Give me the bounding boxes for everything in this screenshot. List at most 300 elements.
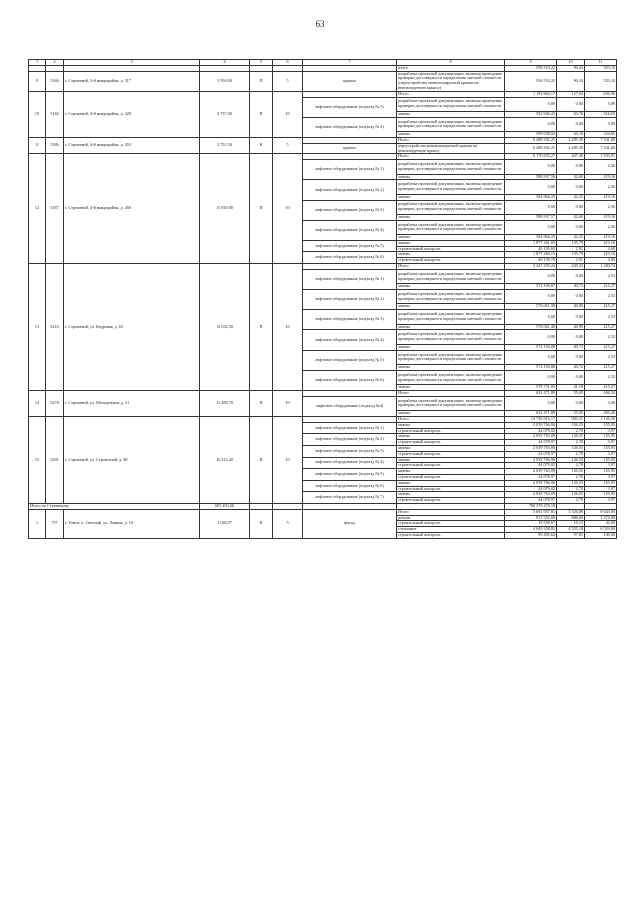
work-description: Итого bbox=[397, 91, 505, 97]
cost-value: 0,00 bbox=[505, 220, 557, 234]
max-cost: 215,27 bbox=[585, 324, 617, 330]
row-number: 9 bbox=[29, 71, 46, 91]
max-cost: 3,97 bbox=[585, 440, 617, 446]
house-id: 5187 bbox=[46, 154, 64, 264]
table-row bbox=[29, 71, 617, 91]
max-cost: 219,16 bbox=[585, 235, 617, 241]
work-description: разработка проектной документации, включая проведение проверки достоверности определения сметной стоимости bbox=[397, 160, 505, 174]
max-cost: 3,97 bbox=[585, 428, 617, 434]
work-description: строительный контроль bbox=[397, 498, 505, 504]
cost-per-sqm: 0,00 bbox=[557, 160, 585, 174]
cost-value: 0,00 bbox=[505, 200, 557, 214]
cost-per-sqm: 0,00 bbox=[557, 220, 585, 234]
max-cost: 2,53 bbox=[585, 290, 617, 304]
work-type: лифтовое оборудование (подъезд № 3) bbox=[303, 445, 397, 457]
work-type: лифтовое оборудование (подъезд № 6) bbox=[303, 480, 397, 492]
work-type: лифтовое оборудование (подъезд № 7) bbox=[303, 492, 397, 504]
column-number: 3 bbox=[64, 60, 200, 66]
cost-per-sqm: 0,00 bbox=[557, 200, 585, 214]
floor-count: 10 bbox=[273, 91, 303, 137]
cost-value: 588 937,56 bbox=[505, 174, 557, 180]
cost-per-sqm: 126,55 bbox=[557, 445, 585, 451]
work-description: разработка проектной документации, включая проведение проверки достоверности определения сметной стоимости bbox=[397, 370, 505, 384]
work-description: Итого bbox=[397, 154, 505, 160]
house-area: 15 810,00 bbox=[200, 154, 250, 264]
cost-value: 1 877 266,15 bbox=[505, 252, 557, 258]
max-cost: 324,65 bbox=[585, 132, 617, 138]
work-description: замена bbox=[397, 235, 505, 241]
cost-value: 0,00 bbox=[505, 117, 557, 131]
max-cost: 2,56 bbox=[585, 200, 617, 214]
cost-value: 4 649 358,82 bbox=[505, 527, 557, 533]
work-description: разработка проектной документации, включая проведение проверки достоверности определения сметной стоимости bbox=[397, 180, 505, 194]
work-description: строительный контроль bbox=[397, 474, 505, 480]
work-description: разработка проектной документации, включая проведение проверки достоверности определения сметной стоимости bbox=[397, 220, 505, 234]
cost-per-sqm: 42,25 bbox=[557, 194, 585, 200]
work-description: Итого bbox=[397, 509, 505, 515]
max-cost: 3,08 bbox=[585, 396, 617, 410]
work-description: замена bbox=[397, 445, 505, 451]
cost-value: 632 471,89 bbox=[505, 411, 557, 417]
wall-material: П bbox=[250, 264, 273, 391]
work-description: замена bbox=[397, 174, 505, 180]
cost-per-sqm: 2,70 bbox=[557, 474, 585, 480]
max-cost: 636,96 bbox=[585, 91, 617, 97]
cost-value: 2 039 766,96 bbox=[505, 422, 557, 428]
work-description: разработка проектной документации, включая проведение проверки достоверности определения сметной стоимости bbox=[397, 290, 505, 304]
work-description: замена bbox=[397, 240, 505, 246]
work-type: лифтовое оборудование (подъезд № 4) bbox=[303, 457, 397, 469]
max-cost: 4,69 bbox=[585, 246, 617, 252]
max-cost: 7 541,00 bbox=[585, 143, 617, 154]
cost-value: 584 964,25 bbox=[505, 194, 557, 200]
max-cost: 553,10 bbox=[585, 71, 617, 91]
row-number: 13 bbox=[29, 264, 46, 391]
cost-value: 576 061,38 bbox=[505, 304, 557, 310]
max-cost: 215,27 bbox=[585, 385, 617, 391]
row-label: итого bbox=[397, 65, 505, 71]
house-id: 5291 bbox=[46, 416, 64, 503]
max-cost: 266,34 bbox=[585, 391, 617, 397]
capital-repair-table bbox=[28, 59, 617, 539]
total-cost: 780 379 470,18 bbox=[505, 503, 557, 509]
cost-per-sqm: 0,00 bbox=[557, 350, 585, 364]
row-number: 1 bbox=[29, 509, 46, 538]
max-cost: 2,56 bbox=[585, 180, 617, 194]
work-type: лифтовое оборудование (подъезд № 3) bbox=[303, 200, 397, 220]
work-description: строительный контроль bbox=[397, 463, 505, 469]
house-address: г. Томск, п. Светлый, ул. Ленина, д. 16 bbox=[64, 509, 200, 538]
max-cost: 4,69 bbox=[585, 258, 617, 264]
work-type: крыши bbox=[303, 143, 397, 154]
cost-value: 599 038,02 bbox=[505, 132, 557, 138]
cost-value: 0,00 bbox=[505, 97, 557, 111]
max-cost: 155,95 bbox=[585, 469, 617, 475]
column-number: 9 bbox=[505, 60, 557, 66]
cost-per-sqm: 2,91 bbox=[557, 246, 585, 252]
max-cost: 219,16 bbox=[585, 240, 617, 246]
cost-value: 576 061,40 bbox=[505, 324, 557, 330]
cost-per-sqm: 42,60 bbox=[557, 174, 585, 180]
cost-per-sqm: 64,18 bbox=[557, 132, 585, 138]
work-description: разработка проектной документации, включая проведение проверки достоверности определения сметной стоимости bbox=[397, 200, 505, 214]
work-type: лифтовое оборудование (подъезд № 1) bbox=[303, 422, 397, 434]
house-address: г. Стрежевой, 4-й микрорайон, д. 456 bbox=[64, 154, 200, 264]
work-type: лифтовое оборудование (подъезд № 4) bbox=[303, 330, 397, 350]
work-description: замена bbox=[397, 111, 505, 117]
column-number: 4 bbox=[200, 60, 250, 66]
cost-value: 588 937,57 bbox=[505, 214, 557, 220]
cost-value: 1 877 261,85 bbox=[505, 240, 557, 246]
row-number: 10 bbox=[29, 91, 46, 137]
work-description: замена bbox=[397, 194, 505, 200]
floor-count: 5 bbox=[273, 137, 303, 153]
cost-per-sqm: 19,15 bbox=[557, 521, 585, 527]
floor-count: 10 bbox=[273, 416, 303, 503]
work-description: замена bbox=[397, 214, 505, 220]
cost-per-sqm: 2,70 bbox=[557, 428, 585, 434]
work-type: лифтовое оборудование (подъезд № 5) bbox=[303, 469, 397, 481]
work-description: замена bbox=[397, 385, 505, 391]
work-description: разработка проектной документации, включая проведение проверки достоверности определения сметной стоимости bbox=[397, 117, 505, 131]
row-number: 14 bbox=[29, 391, 46, 417]
max-cost: 5,89 bbox=[585, 97, 617, 111]
cost-value: 40 130,70 bbox=[505, 258, 557, 264]
cost-per-sqm: 2,70 bbox=[557, 440, 585, 446]
cost-value: 19 550,67 bbox=[505, 521, 557, 527]
max-cost: 1 372,00 bbox=[585, 515, 617, 521]
work-type: фасад bbox=[303, 509, 397, 538]
cost-value: 40 130,60 bbox=[505, 246, 557, 252]
cost-per-sqm: 0,00 bbox=[557, 117, 585, 131]
max-cost: 6 529,00 bbox=[585, 527, 617, 533]
cost-value: 632 471,89 bbox=[505, 391, 557, 397]
work-type: лифтовое оборудование (подъезд № 2) bbox=[303, 180, 397, 200]
house-address: г. Стрежевой, 4-й микрорайон, д. 453 bbox=[64, 137, 200, 153]
work-description: переустройство невентилируемой крыши на вентилируемую крышу bbox=[397, 143, 505, 154]
work-type: лифтовое оборудование (подъезд № 5) bbox=[303, 240, 397, 252]
work-type: лифтовое оборудование (подъезд № 5) bbox=[303, 350, 397, 370]
floor-count: 5 bbox=[273, 509, 303, 538]
work-description: ремонт bbox=[397, 515, 505, 521]
max-cost: 553,10 bbox=[585, 65, 617, 71]
max-cost: 2,56 bbox=[585, 160, 617, 174]
house-area: 14 032,50 bbox=[200, 264, 250, 391]
floor-count: 10 bbox=[273, 154, 303, 264]
wall-material: П bbox=[250, 71, 273, 91]
max-cost: 2,56 bbox=[585, 220, 617, 234]
total-label: Итого по Стрежевому bbox=[29, 503, 200, 509]
cost-per-sqm: 0,00 bbox=[557, 310, 585, 324]
work-description: строительный контроль bbox=[397, 486, 505, 492]
work-description: замена bbox=[397, 344, 505, 350]
cost-per-sqm: 55,05 bbox=[557, 391, 585, 397]
total-area: 605 403,66 bbox=[200, 503, 250, 509]
max-cost: 2,53 bbox=[585, 370, 617, 384]
column-number: 6 bbox=[273, 60, 303, 66]
cost-per-sqm: 903,31 bbox=[557, 416, 585, 422]
cost-per-sqm: 55,05 bbox=[557, 411, 585, 417]
max-cost: 215,27 bbox=[585, 365, 617, 371]
cost-per-sqm: 2,70 bbox=[557, 486, 585, 492]
work-description: замена bbox=[397, 492, 505, 498]
cost-per-sqm: 5 526,89 bbox=[557, 509, 585, 515]
column-number: 11 bbox=[585, 60, 617, 66]
cost-per-sqm: 0,00 bbox=[557, 180, 585, 194]
house-area: 11 489,70 bbox=[200, 391, 250, 417]
house-area: 1 028,07 bbox=[200, 509, 250, 538]
max-cost: 219,16 bbox=[585, 252, 617, 258]
max-cost: 215,27 bbox=[585, 284, 617, 290]
max-cost: 42,00 bbox=[585, 521, 617, 527]
cost-per-sqm: 135,79 bbox=[557, 240, 585, 246]
max-cost: 1 533,91 bbox=[585, 154, 617, 160]
column-number: 5 bbox=[250, 60, 273, 66]
work-description: утепление bbox=[397, 527, 505, 533]
column-number: 2 bbox=[46, 60, 64, 66]
max-cost: 7 541,00 bbox=[585, 137, 617, 143]
cost-per-sqm: 0,00 bbox=[557, 290, 585, 304]
work-description: разработка проектной документации, включая проведение проверки достоверности определения сметной стоимости bbox=[397, 310, 505, 324]
column-number: 8 bbox=[397, 60, 505, 66]
work-description: замена bbox=[397, 480, 505, 486]
house-id: 757 bbox=[46, 509, 64, 538]
cost-per-sqm: 126,55 bbox=[557, 422, 585, 428]
wall-material: К bbox=[250, 509, 273, 538]
cost-value: 0,00 bbox=[505, 310, 557, 324]
work-description: разработка проектной документации, включая проведение проверки достоверности определения сметной стоимости bbox=[397, 396, 505, 410]
work-type: лифтовое оборудование (подъезд № 2) bbox=[303, 290, 397, 310]
cost-value: 44 078,97 bbox=[505, 440, 557, 446]
cost-value: 44 078,97 bbox=[505, 474, 557, 480]
floor-count: 10 bbox=[273, 264, 303, 391]
cost-per-sqm: 42,25 bbox=[557, 235, 585, 241]
work-description: разработка проектной документации, включая проведение проверки достоверности определения сметной стоимости bbox=[397, 269, 505, 283]
house-address: г. Стрежевой, ул. Кедровая, д. 65 bbox=[64, 264, 200, 391]
cost-value: 913 552,68 bbox=[505, 515, 557, 521]
cost-value: 44 079,02 bbox=[505, 428, 557, 434]
column-number: 10 bbox=[557, 60, 585, 66]
work-description: замена bbox=[397, 434, 505, 440]
max-cost: 2,53 bbox=[585, 269, 617, 283]
work-description: строительный контроль bbox=[397, 532, 505, 538]
house-id: 5186 bbox=[46, 137, 64, 153]
work-description: строительный контроль bbox=[397, 246, 505, 252]
cost-per-sqm: 40,73 bbox=[557, 284, 585, 290]
max-cost: 155,95 bbox=[585, 457, 617, 463]
cost-value: 44 079,02 bbox=[505, 463, 557, 469]
work-type: лифтовое оборудование (подъезд № 2) bbox=[303, 434, 397, 446]
wall-material: П bbox=[250, 154, 273, 264]
max-cost: 155,95 bbox=[585, 445, 617, 451]
work-description: строительный контроль bbox=[397, 451, 505, 457]
work-description: замена bbox=[397, 284, 505, 290]
cost-value: 2 039 766,96 bbox=[505, 457, 557, 463]
max-cost: 3,97 bbox=[585, 474, 617, 480]
max-cost: 3,97 bbox=[585, 498, 617, 504]
cost-value: 44 078,97 bbox=[505, 451, 557, 457]
cost-value: 578 731,83 bbox=[505, 385, 557, 391]
work-description: разработка проектной документации, включая проведение проверки достоверности определения сметной стоимости bbox=[397, 330, 505, 344]
wall-material: П bbox=[250, 391, 273, 417]
max-cost: 1 300,74 bbox=[585, 264, 617, 270]
cost-value: 0,00 bbox=[505, 370, 557, 384]
work-description: строительный контроль bbox=[397, 428, 505, 434]
cost-value: 572 194,88 bbox=[505, 365, 557, 371]
house-id: 5270 bbox=[46, 391, 64, 417]
cost-per-sqm: 127,94 bbox=[557, 91, 585, 97]
cost-per-sqm: 126,55 bbox=[557, 434, 585, 440]
max-cost: 155,95 bbox=[585, 422, 617, 428]
cost-per-sqm: 2 285,30 bbox=[557, 137, 585, 143]
cost-value: 572 194,87 bbox=[505, 284, 557, 290]
cost-value: 2 039 763,09 bbox=[505, 492, 557, 498]
work-type: лифтовое оборудование (подъезд № 3) bbox=[303, 97, 397, 117]
cost-value: 6 288 392,25 bbox=[505, 143, 557, 154]
work-description: замена bbox=[397, 457, 505, 463]
house-id: 5182 bbox=[46, 91, 64, 137]
cost-per-sqm: 888,60 bbox=[557, 515, 585, 521]
work-type: лифтовое оборудование (подъезд № 6) bbox=[303, 370, 397, 390]
work-description: разработка проектной документации, включая проведение проверки достоверности определения сметной стоимости bbox=[397, 97, 505, 111]
cost-value: 6 288 392,25 bbox=[505, 137, 557, 143]
cost-value: 592 946,25 bbox=[505, 111, 557, 117]
work-type: лифтовое оборудование (подъезд № 1) bbox=[303, 269, 397, 289]
work-description: Итого bbox=[397, 264, 505, 270]
max-cost: 219,16 bbox=[585, 194, 617, 200]
cost-per-sqm: 245,33 bbox=[557, 264, 585, 270]
house-id: 5216 bbox=[46, 264, 64, 391]
house-address: г. Стрежевой, ул. Строителей, д. 80 bbox=[64, 416, 200, 503]
cost-per-sqm: 0,00 bbox=[557, 330, 585, 344]
max-cost: 155,95 bbox=[585, 480, 617, 486]
work-description: замена bbox=[397, 304, 505, 310]
cost-value: 1 192 964,17 bbox=[505, 91, 557, 97]
max-cost: 5,89 bbox=[585, 117, 617, 131]
page-number: 63 bbox=[315, 19, 325, 29]
floor-count: 5 bbox=[273, 71, 303, 91]
work-description: строительный контроль bbox=[397, 440, 505, 446]
work-description: замена bbox=[397, 132, 505, 138]
cost-value: 2 039 763,09 bbox=[505, 469, 557, 475]
cost-per-sqm: 0,00 bbox=[557, 269, 585, 283]
cost-per-sqm: 135,79 bbox=[557, 252, 585, 258]
work-description: замена bbox=[397, 365, 505, 371]
house-address: г. Стрежевой, 3-й микрорайон, д. 317 bbox=[64, 71, 200, 91]
work-description: замена bbox=[397, 324, 505, 330]
cost-per-sqm: 126,55 bbox=[557, 457, 585, 463]
work-description: Итого bbox=[397, 391, 505, 397]
cost-value: 0,00 bbox=[505, 396, 557, 410]
cost-per-sqm: 90,24 bbox=[557, 65, 585, 71]
cost-value: 0,00 bbox=[505, 160, 557, 174]
work-type: лифтовое оборудование (подъезд № 4) bbox=[303, 220, 397, 240]
max-cost: 219,16 bbox=[585, 174, 617, 180]
work-type: крыши bbox=[303, 71, 397, 91]
house-address: г. Стрежевой, ул. Молодежная, д. 21 bbox=[64, 391, 200, 417]
cost-per-sqm: 447,40 bbox=[557, 154, 585, 160]
house-area: 5 950,00 bbox=[200, 71, 250, 91]
cost-value: 0,00 bbox=[505, 350, 557, 364]
cost-value: 14 736 916,17 bbox=[505, 416, 557, 422]
cost-value: 556 510,22 bbox=[505, 71, 557, 91]
max-cost: 2,53 bbox=[585, 330, 617, 344]
max-cost: 2,53 bbox=[585, 350, 617, 364]
max-cost: 263,26 bbox=[585, 411, 617, 417]
work-description: замена bbox=[397, 422, 505, 428]
house-address: г. Стрежевой, 4-й микрорайон, д. 428 bbox=[64, 91, 200, 137]
cost-per-sqm: 0,00 bbox=[557, 97, 585, 111]
max-cost: 8 643,00 bbox=[585, 509, 617, 515]
work-description: замена bbox=[397, 252, 505, 258]
max-cost: 2,53 bbox=[585, 310, 617, 324]
cost-per-sqm: 0,00 bbox=[557, 370, 585, 384]
work-type: лифтовое оборудование (подъезд № 6) bbox=[303, 252, 397, 264]
max-cost: 1 126,50 bbox=[585, 416, 617, 422]
max-cost: 155,95 bbox=[585, 434, 617, 440]
cost-value: 2 039 763,09 bbox=[505, 445, 557, 451]
cost-value: 584 964,25 bbox=[505, 235, 557, 241]
column-number: 1 bbox=[29, 60, 46, 66]
floor-count: 10 bbox=[273, 391, 303, 417]
work-description: разработка проектной документации, включая проведение проверки достоверности определения сметной стоимости bbox=[397, 350, 505, 364]
cost-value: 6 170 655,27 bbox=[505, 154, 557, 160]
work-type: лифтовое оборудование (подъезд №4) bbox=[303, 396, 397, 416]
cost-per-sqm: 2,70 bbox=[557, 451, 585, 457]
cost-per-sqm: 42,60 bbox=[557, 214, 585, 220]
cost-per-sqm: 2,91 bbox=[557, 258, 585, 264]
cost-value: 556 510,22 bbox=[505, 65, 557, 71]
cost-value: 0,00 bbox=[505, 180, 557, 194]
cost-per-sqm: 40,99 bbox=[557, 304, 585, 310]
row-number: 11 bbox=[29, 137, 46, 153]
cost-value: 99 495,64 bbox=[505, 532, 557, 538]
cost-per-sqm: 126,55 bbox=[557, 469, 585, 475]
row-number: 12 bbox=[29, 154, 46, 264]
cost-value: 44 078,97 bbox=[505, 498, 557, 504]
work-description: строительный контроль bbox=[397, 521, 505, 527]
max-cost: 215,27 bbox=[585, 304, 617, 310]
cost-per-sqm: 97,81 bbox=[557, 532, 585, 538]
cost-per-sqm: 40,72 bbox=[557, 365, 585, 371]
cost-per-sqm: 4 555,18 bbox=[557, 527, 585, 533]
cost-per-sqm: 63,76 bbox=[557, 111, 585, 117]
work-description: замена bbox=[397, 469, 505, 475]
work-type: лифтовое оборудование (подъезд № 1) bbox=[303, 160, 397, 180]
max-cost: 140,00 bbox=[585, 532, 617, 538]
cost-value: 572 194,88 bbox=[505, 344, 557, 350]
work-description: разработка проектной документации, включая проведение проверки достоверности определения сметной стоимости (переустройство невентилируемой крыши на вентилируемую крышу) bbox=[397, 71, 505, 91]
work-description: Итого bbox=[397, 416, 505, 422]
cost-per-sqm: 40,99 bbox=[557, 324, 585, 330]
house-area: 5 737,00 bbox=[200, 91, 250, 137]
wall-material: П bbox=[250, 416, 273, 503]
cost-per-sqm: 2,70 bbox=[557, 463, 585, 469]
column-number: 7 bbox=[303, 60, 397, 66]
wall-material: П bbox=[250, 91, 273, 137]
max-cost: 3,97 bbox=[585, 486, 617, 492]
max-cost: 155,95 bbox=[585, 492, 617, 498]
cost-value: 44 079,02 bbox=[505, 486, 557, 492]
max-cost: 3,97 bbox=[585, 463, 617, 469]
cost-per-sqm: 90,24 bbox=[557, 71, 585, 91]
cost-per-sqm: 2,70 bbox=[557, 498, 585, 504]
cost-per-sqm: 126,55 bbox=[557, 492, 585, 498]
max-cost: 215,27 bbox=[585, 344, 617, 350]
max-cost: 3,97 bbox=[585, 451, 617, 457]
cost-per-sqm: 2 285,30 bbox=[557, 143, 585, 154]
cost-value: 3 447 439,24 bbox=[505, 264, 557, 270]
